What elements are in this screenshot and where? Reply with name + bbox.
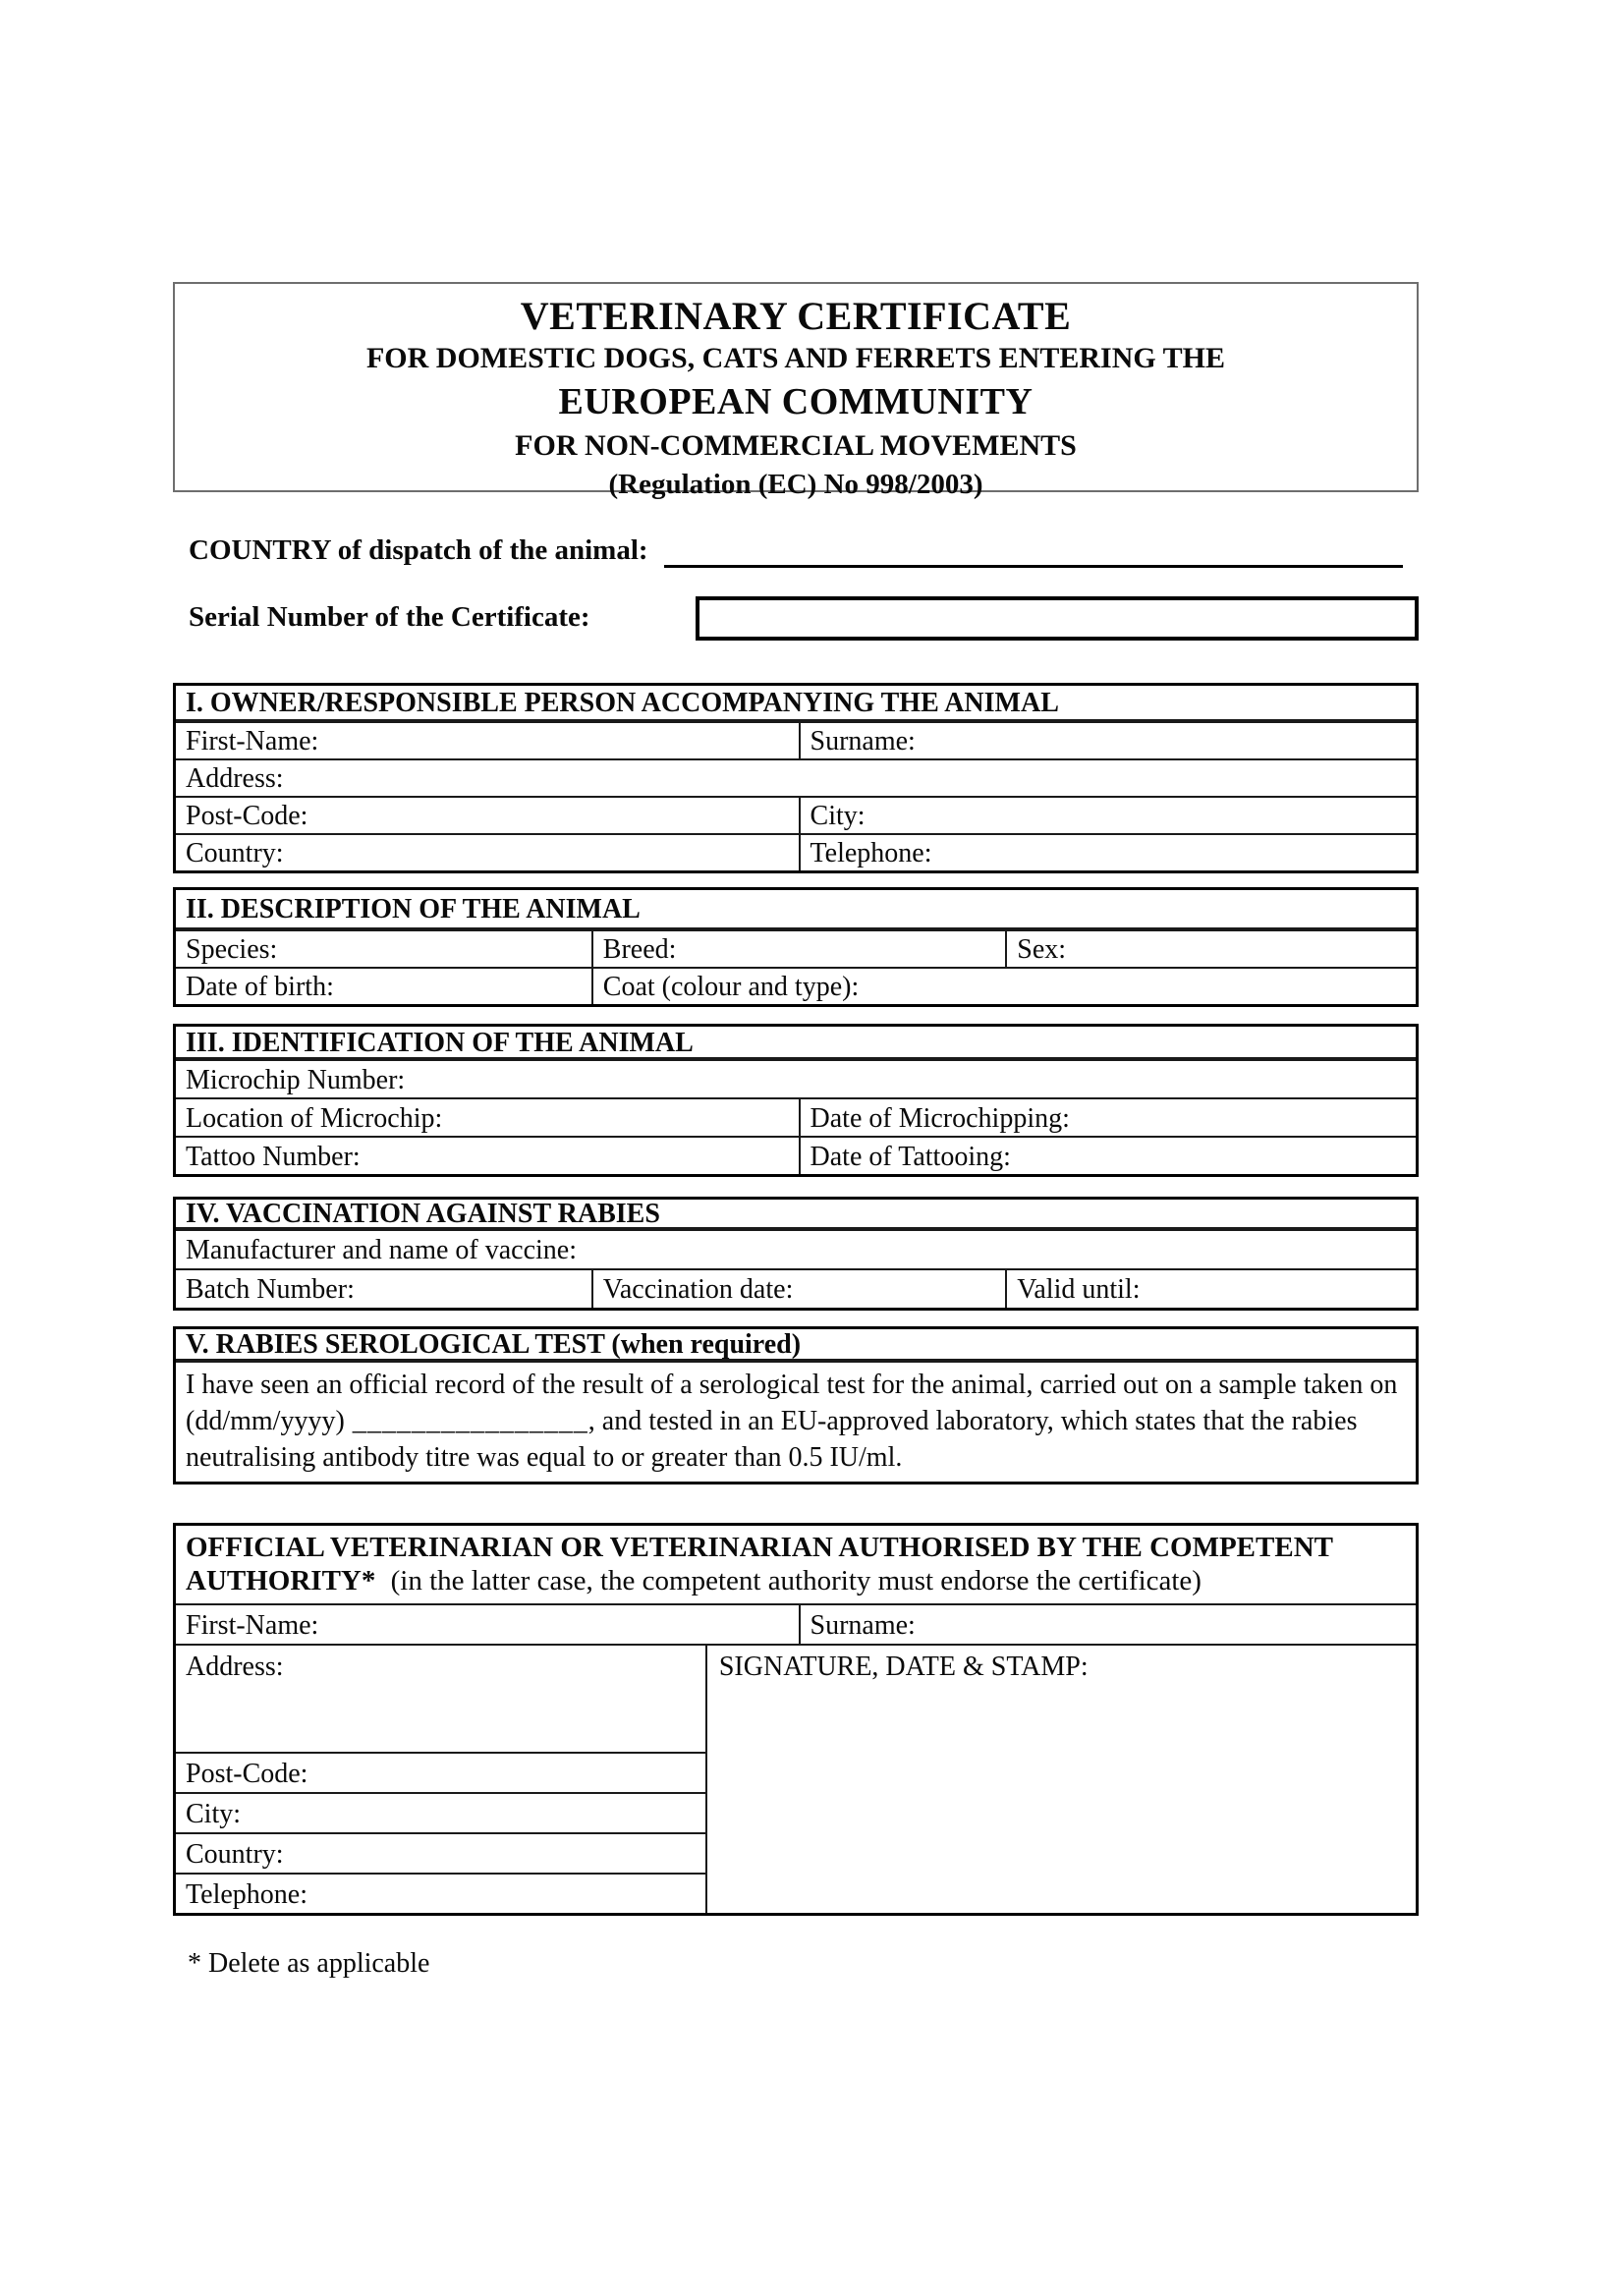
veterinarian-left-column: [176, 1646, 705, 1913]
serial-number-input-box[interactable]: [696, 596, 1419, 641]
table-row: [176, 1603, 1416, 1644]
field-label: Post-Code:: [186, 1759, 308, 1789]
certificate-title-box: [173, 282, 1419, 500]
section-vaccination-title: IV. VACCINATION AGAINST RABIES: [176, 1200, 1416, 1229]
field-owner-post-code[interactable]: [176, 798, 799, 833]
field-label: Tattoo Number:: [186, 1142, 361, 1172]
table-row: [176, 1059, 1416, 1097]
field-label: City:: [810, 801, 866, 831]
field-label: Microchip Number:: [186, 1065, 406, 1095]
field-label: City:: [186, 1799, 242, 1829]
title-subline-1: FOR DOMESTIC DOGS, CATS AND FERRETS ENTERING THE: [365, 342, 1226, 374]
country-of-dispatch-label: COUNTRY of dispatch of the animal:: [189, 534, 648, 566]
signature-label: SIGNATURE, DATE & STAMP:: [718, 1652, 1089, 1682]
field-vet-surname[interactable]: [799, 1605, 1416, 1644]
field-label: Date of Tattooing:: [810, 1142, 1011, 1172]
field-label: First-Name:: [186, 1610, 319, 1641]
field-vet-telephone[interactable]: [176, 1873, 705, 1913]
field-label: Species:: [186, 934, 278, 965]
veterinarian-title-bold: OFFICIAL VETERINARIAN OR VETERINARIAN AUTHORISED BY THE COMPETENT AUTHORITY*: [186, 1532, 1333, 1596]
field-microchip-number[interactable]: [176, 1061, 1416, 1097]
field-tattoo-number[interactable]: [176, 1138, 799, 1174]
table-row: [176, 929, 1416, 967]
field-vet-country[interactable]: [176, 1832, 705, 1873]
field-owner-telephone[interactable]: [799, 835, 1416, 870]
table-row: [176, 758, 1416, 796]
field-label: Address:: [186, 1652, 284, 1682]
field-date-of-birth[interactable]: [176, 969, 591, 1004]
sample-date-blank[interactable]: ________________: [352, 1406, 588, 1436]
field-batch-number[interactable]: [176, 1270, 591, 1308]
field-vet-address[interactable]: [176, 1646, 705, 1752]
serology-statement: [176, 1361, 1416, 1482]
field-owner-city[interactable]: [799, 798, 1416, 833]
field-label: Country:: [186, 1839, 284, 1870]
section-identification: [173, 1024, 1419, 1177]
serology-text-after: , and tested in an EU-approved laboratory, which states that the rabies neutralising antibody titre was equal to or greater than 0.5 IU/ml.: [186, 1406, 1358, 1473]
field-label: Breed:: [602, 934, 677, 965]
section-serology-title: V. RABIES SEROLOGICAL TEST (when required): [176, 1329, 1416, 1361]
veterinarian-title-note: (in the latter case, the competent authority must endorse the certificate): [390, 1565, 1202, 1596]
field-date-of-tattooing[interactable]: [799, 1138, 1416, 1174]
title-regulation: (Regulation (EC) No 998/2003): [608, 469, 983, 500]
table-row: [176, 833, 1416, 870]
field-label: Coat (colour and type):: [602, 972, 860, 1002]
field-sex[interactable]: [1005, 931, 1416, 967]
field-label: Date of Microchipping:: [810, 1103, 1070, 1134]
field-label: Sex:: [1017, 934, 1067, 965]
title-subline-2: FOR NON-COMMERCIAL MOVEMENTS: [515, 429, 1077, 462]
field-label: Country:: [186, 838, 284, 868]
table-row: [176, 796, 1416, 833]
field-label: Location of Microchip:: [186, 1103, 443, 1134]
field-vaccine-manufacturer[interactable]: [176, 1231, 1416, 1268]
section-identification-title: III. IDENTIFICATION OF THE ANIMAL: [176, 1027, 1416, 1059]
field-vet-post-code[interactable]: [176, 1752, 705, 1792]
table-row: [176, 967, 1416, 1004]
field-breed[interactable]: [591, 931, 1006, 967]
field-vet-city[interactable]: [176, 1792, 705, 1832]
field-coat[interactable]: [591, 969, 1416, 1004]
table-row: [176, 1136, 1416, 1174]
field-label: Vaccination date:: [602, 1274, 794, 1305]
section-vaccination: [173, 1197, 1419, 1311]
section-description: [173, 887, 1419, 1007]
field-owner-first-name[interactable]: [176, 723, 799, 758]
table-row: [176, 1097, 1416, 1136]
field-valid-until[interactable]: [1005, 1270, 1416, 1308]
section-owner: [173, 683, 1419, 873]
field-owner-country[interactable]: [176, 835, 799, 870]
table-row: [176, 1229, 1416, 1268]
country-of-dispatch-row: [173, 529, 1419, 568]
table-row: [176, 1268, 1416, 1308]
signature-date-stamp-area[interactable]: [705, 1646, 1416, 1913]
serial-number-label: Serial Number of the Certificate:: [189, 601, 590, 633]
field-date-of-microchipping[interactable]: [799, 1099, 1416, 1136]
field-location-of-microchip[interactable]: [176, 1099, 799, 1136]
field-label: Post-Code:: [186, 801, 308, 831]
table-row: [176, 721, 1416, 758]
section-veterinarian-title: [176, 1526, 1416, 1603]
section-description-title: II. DESCRIPTION OF THE ANIMAL: [176, 890, 1416, 929]
title-community: EUROPEAN COMMUNITY: [558, 381, 1034, 422]
section-serology: [173, 1326, 1419, 1484]
field-vaccination-date[interactable]: [591, 1270, 1006, 1308]
field-label: Address:: [186, 763, 284, 794]
field-label: Date of birth:: [186, 972, 334, 1002]
field-owner-surname[interactable]: [799, 723, 1416, 758]
field-label: Telephone:: [186, 1879, 307, 1910]
field-label: Batch Number:: [186, 1274, 355, 1305]
section-owner-title: I. OWNER/RESPONSIBLE PERSON ACCOMPANYING THE ANIMAL: [176, 686, 1416, 721]
field-label: Surname:: [810, 1610, 916, 1641]
serial-number-row: [173, 593, 1419, 641]
delete-as-applicable-note: * Delete as applicable: [188, 1948, 430, 1979]
section-veterinarian: [173, 1523, 1419, 1916]
field-owner-address[interactable]: [176, 760, 1416, 796]
serology-text-before: I have seen an official record of the result of a serological test for the animal, carried out on a sample taken on (dd/mm/yyyy): [186, 1370, 1398, 1436]
field-vet-first-name[interactable]: [176, 1605, 799, 1644]
field-species[interactable]: [176, 931, 591, 967]
field-label: Valid until:: [1017, 1274, 1141, 1305]
field-label: Surname:: [810, 726, 916, 756]
field-label: Telephone:: [810, 838, 932, 868]
veterinarian-lower-grid: [176, 1644, 1416, 1913]
field-label: Manufacturer and name of vaccine:: [186, 1235, 578, 1265]
country-of-dispatch-blank[interactable]: [664, 534, 1403, 568]
title-main: VETERINARY CERTIFICATE: [520, 294, 1072, 338]
field-label: First-Name:: [186, 726, 319, 756]
